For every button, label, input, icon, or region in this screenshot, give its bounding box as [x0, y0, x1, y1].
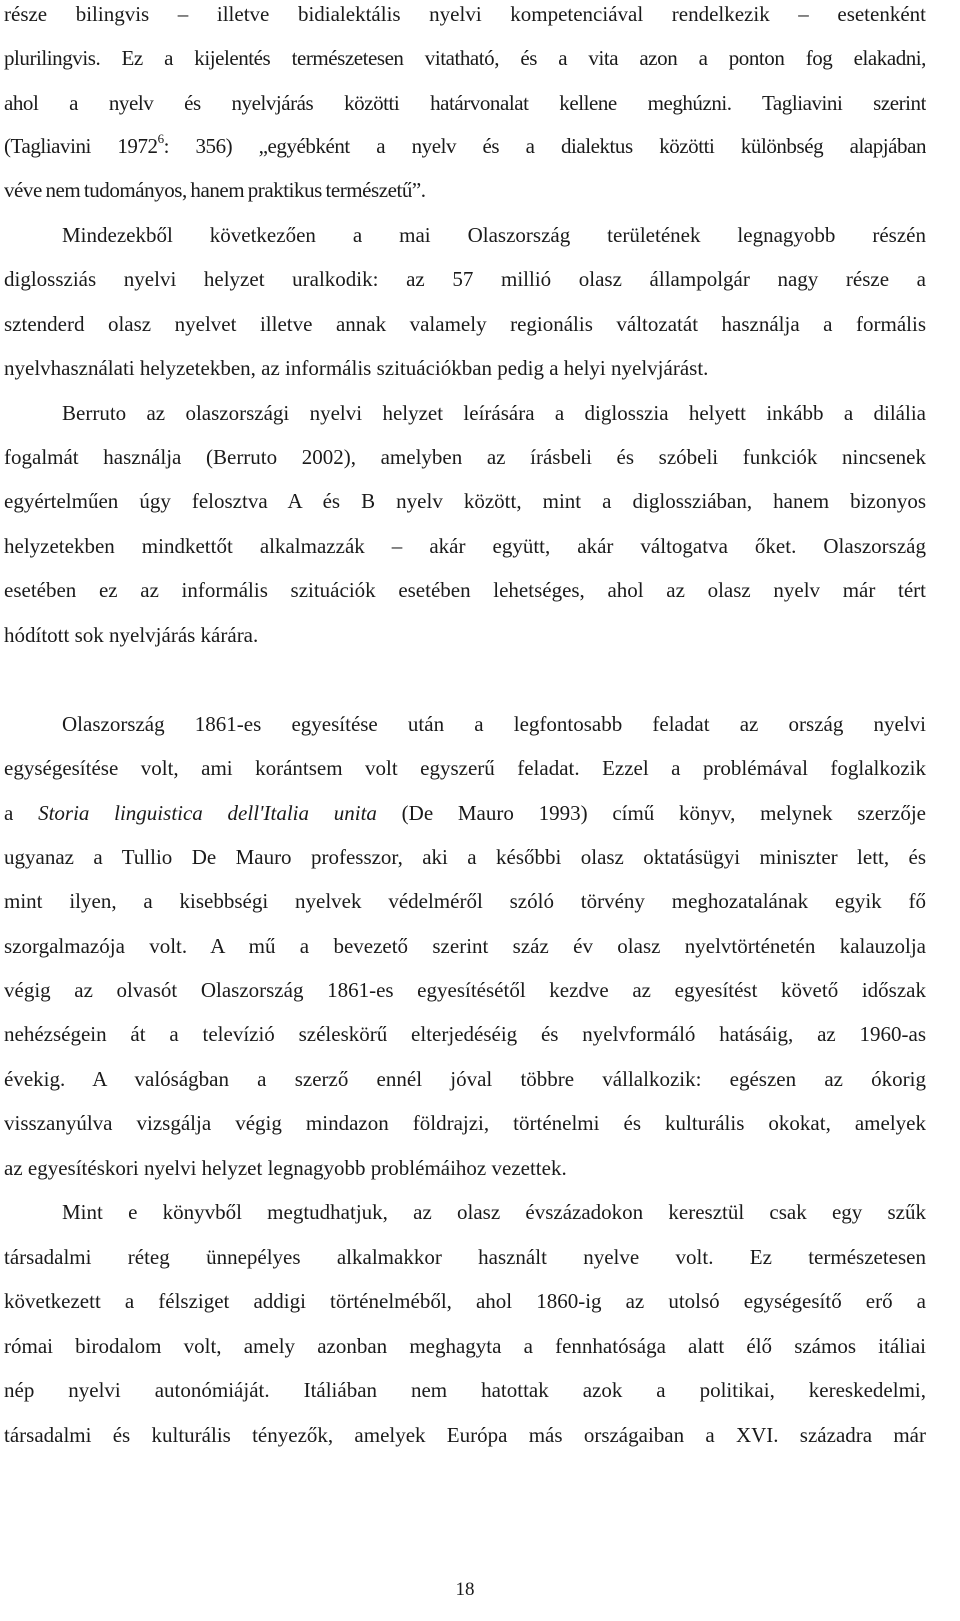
- text-line: következett a félsziget addigi történelméből, ahol 1860-ig az utolsó egységesítő erő a: [4, 1289, 926, 1313]
- text-line: plurilingvis. Ez a kijelentés természetesen vitatható, és a vita azon a ponton fog elakadni,: [4, 46, 926, 70]
- page-number: 18: [455, 1579, 475, 1600]
- text-line: véve nem tudományos, hanem praktikus természetű”.: [4, 178, 426, 202]
- text-line: [4, 131, 926, 161]
- text-line: ugyanaz a Tullio De Mauro professzor, aki a későbbi olasz oktatásügyi miniszter lett, és: [4, 845, 926, 869]
- text-line: nehézségein át a televízió széleskörű elterjedéséig és nyelvformáló hatásáig, az 1960-as: [4, 1022, 926, 1046]
- text-line: esetében ez az informális szituációk esetében lehetséges, ahol az olasz nyelv már tért: [4, 578, 926, 602]
- text-line: Mint e könyvből megtudhatjuk, az olasz évszázadokon keresztül csak egy szűk: [62, 1200, 926, 1224]
- text-segment: a: [4, 801, 39, 825]
- book-title: Storia linguistica dell'Italia unita: [38, 801, 377, 825]
- text-line: társadalmi réteg ünnepélyes alkalmakkor használt nyelve volt. Ez természetesen: [4, 1245, 926, 1269]
- text-line: visszanyúlva vizsgálja végig mindazon földrajzi, történelmi és kulturális okokat, amelyek: [4, 1111, 926, 1135]
- quote-text: : 356) „egyébként a nyelv és a dialektus közötti különbség alapjában: [163, 134, 926, 158]
- text-line: [4, 798, 926, 828]
- text-line: Olaszország 1861-es egyesítése után a legfontosabb feladat az ország nyelvi: [62, 712, 926, 736]
- text-line: diglossziás nyelvi helyzet uralkodik: az 57 millió olasz állampolgár nagy része a: [4, 267, 926, 291]
- text-line: római birodalom volt, amely azonban meghagyta a fennhatósága alatt élő számos itáliai: [4, 1334, 926, 1358]
- text-line: nép nyelvi autonómiáját. Itáliában nem hatottak azok a politikai, kereskedelmi,: [4, 1378, 926, 1402]
- text-line: ahol a nyelv és nyelvjárás közötti határvonalat kellene meghúzni. Tagliavini szerint: [4, 91, 926, 115]
- footnote-marker: 6: [157, 131, 164, 146]
- text-line: egységesítése volt, ami korántsem volt egyszerű feladat. Ezzel a problémával foglalkozik: [4, 756, 926, 780]
- text-line: része bilingvis – illetve bidialektális nyelvi kompetenciával rendelkezik – esetenként: [4, 2, 926, 26]
- text-line: végig az olvasót Olaszország 1861-es egyesítésétől kezdve az egyesítést követő időszak: [4, 978, 926, 1002]
- text-line: mint ilyen, a kisebbségi nyelvek védelméről szóló törvény meghozatalának egyik fő: [4, 889, 926, 913]
- text-line: hódított sok nyelvjárás kárára.: [4, 623, 259, 647]
- text-segment: (De Mauro 1993) című könyv, melynek szerzője: [376, 801, 926, 825]
- text-line: helyzetekben mindkettőt alkalmazzák – akár együtt, akár váltogatva őket. Olaszország: [4, 534, 926, 558]
- text-line: szorgalmazója volt. A mű a bevezető szerint száz év olasz nyelvtörténetén kalauzolja: [4, 934, 926, 958]
- text-line: Berruto az olaszországi nyelvi helyzet leírására a diglosszia helyett inkább a dilália: [62, 401, 926, 425]
- text-line: nyelvhasználati helyzetekben, az informális szituációkban pedig a helyi nyelvjárást.: [4, 356, 709, 380]
- citation-text: (Tagliavini 1972: [4, 134, 158, 158]
- text-line: fogalmát használja (Berruto 2002), amelyben az írásbeli és szóbeli funkciók nincsenek: [4, 445, 926, 469]
- text-line: évekig. A valóságban a szerző ennél jóval többre vállalkozik: egészen az ókorig: [4, 1067, 926, 1091]
- text-line: Mindezekből következően a mai Olaszország területének legnagyobb részén: [62, 223, 926, 247]
- text-line: az egyesítéskori nyelvi helyzet legnagyobb problémáihoz vezettek.: [4, 1156, 567, 1180]
- text-line: társadalmi és kulturális tényezők, amelyek Európa más országaiban a XVI. századra már: [4, 1423, 926, 1447]
- text-line: sztenderd olasz nyelvet illetve annak valamely regionális változatát használja a formális: [4, 312, 926, 336]
- text-line: egyértelműen úgy felosztva A és B nyelv között, mint a diglossziában, hanem bizonyos: [4, 489, 926, 513]
